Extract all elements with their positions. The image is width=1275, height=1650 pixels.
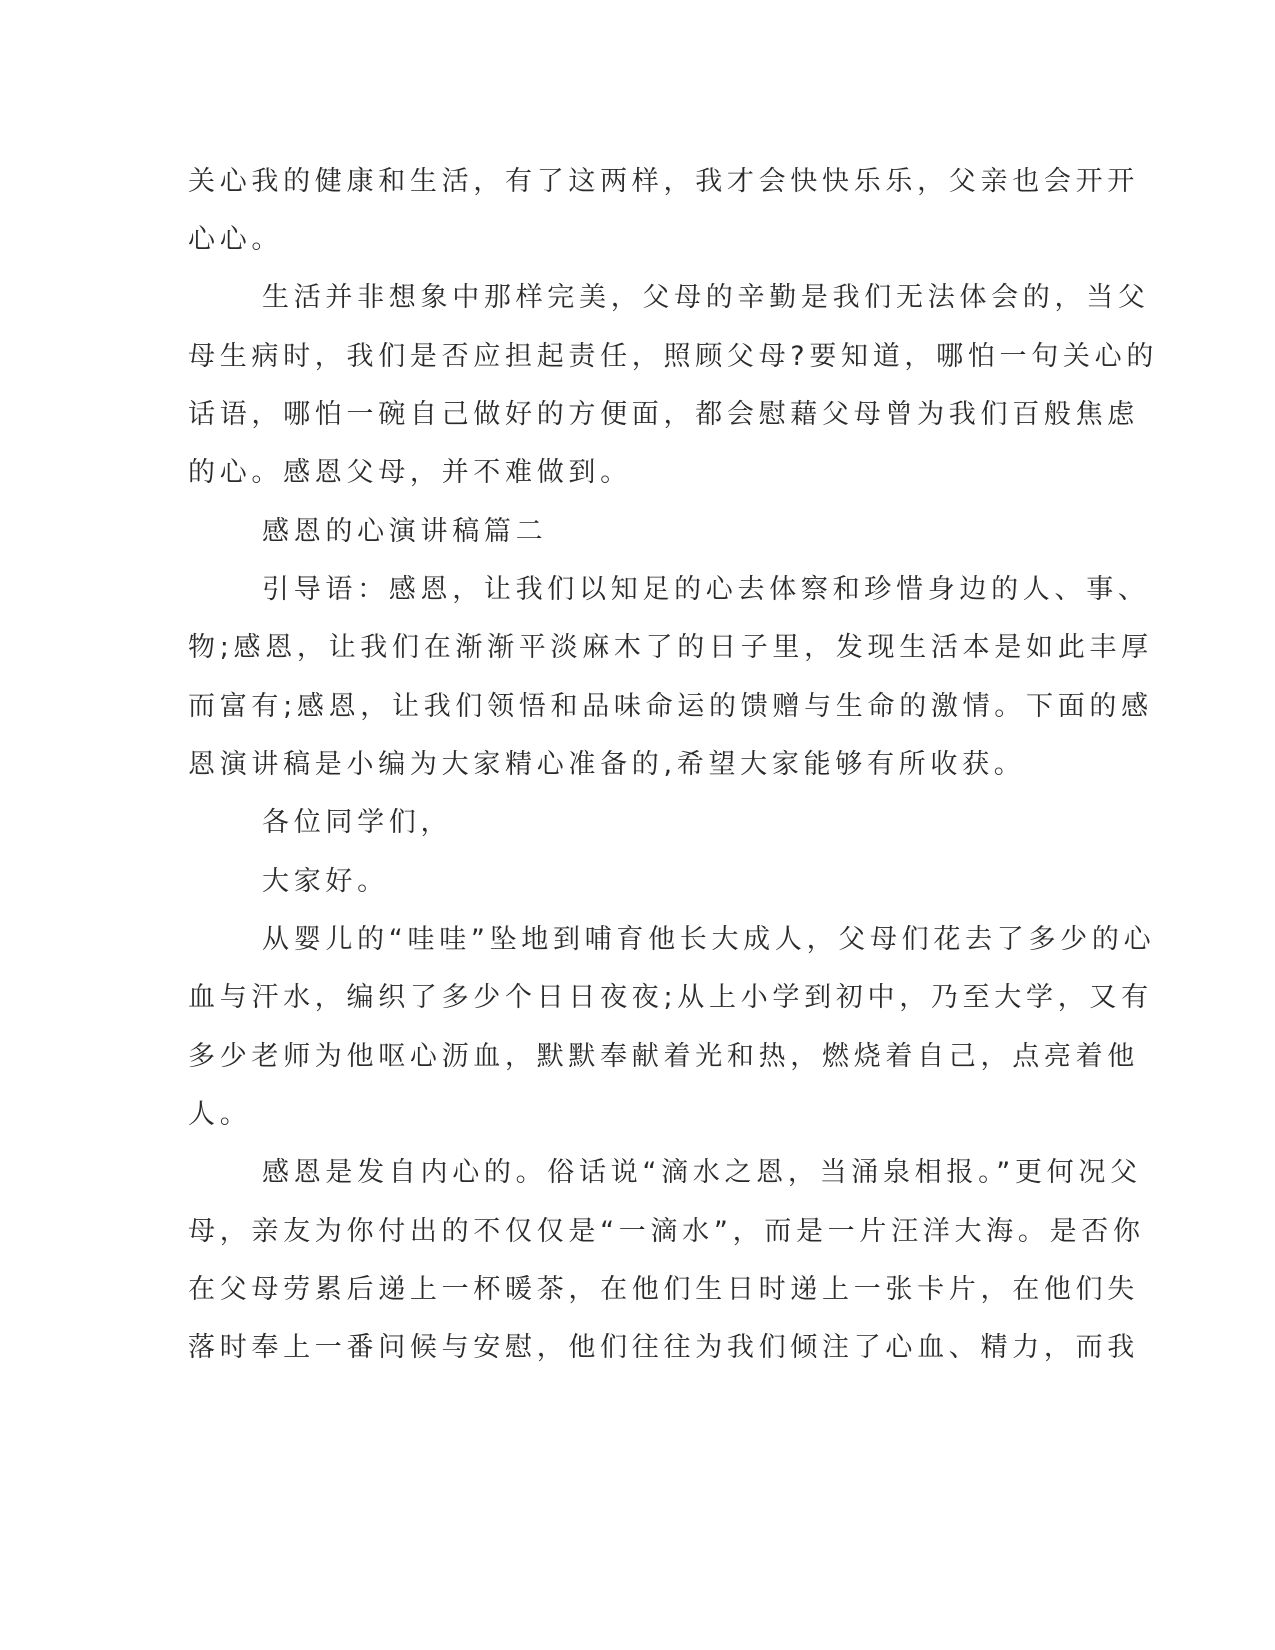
greeting-line: 大家好。 <box>262 866 389 897</box>
text-line: 在父母劳累后递上一杯暖茶，在他们生日时递上一张卡片，在他们失 <box>188 1274 1139 1305</box>
paragraph-start-line: 感恩是发自内心的。俗话说“滴水之恩，当涌泉相报。”更何况父 <box>262 1157 1142 1188</box>
text-line: 人。 <box>188 1099 252 1130</box>
text-line: 多少老师为他呕心沥血，默默奉献着光和热，燃烧着自己，点亮着他 <box>188 1041 1139 1072</box>
text-line: 而富有;感恩，让我们领悟和品味命运的馈赠与生命的激情。下面的感 <box>188 691 1153 722</box>
paragraph-start-line: 引导语：感恩，让我们以知足的心去体察和珍惜身边的人、事、 <box>262 574 1150 605</box>
salutation-line: 各位同学们， <box>262 807 453 838</box>
text-line: 恩演讲稿是小编为大家精心准备的,希望大家能够有所收获。 <box>188 749 1026 780</box>
text-line: 血与汗水，编织了多少个日日夜夜;从上小学到初中，乃至大学，又有 <box>188 982 1153 1013</box>
text-line: 物;感恩，让我们在渐渐平淡麻木了的日子里，发现生活本是如此丰厚 <box>188 632 1153 663</box>
text-line: 母，亲友为你付出的不仅仅是“一滴水”，而是一片汪洋大海。是否你 <box>188 1216 1145 1247</box>
text-line: 落时奉上一番问候与安慰，他们往往为我们倾注了心血、精力，而我 <box>188 1332 1139 1363</box>
paragraph-start-line: 从婴儿的“哇哇”坠地到哺育他长大成人，父母们花去了多少的心 <box>262 924 1156 955</box>
text-line: 心心。 <box>188 224 284 255</box>
text-line: 话语，哪怕一碗自己做好的方便面，都会慰藉父母曾为我们百般焦虑 <box>188 399 1139 430</box>
section-heading: 感恩的心演讲稿篇二 <box>262 516 548 547</box>
paragraph-start-line: 生活并非想象中那样完美，父母的辛勤是我们无法体会的，当父 <box>262 282 1150 313</box>
text-line: 母生病时，我们是否应担起责任，照顾父母?要知道，哪怕一句关心的 <box>188 341 1159 372</box>
text-line: 关心我的健康和生活，有了这两样，我才会快快乐乐，父亲也会开开 <box>188 166 1139 197</box>
text-line: 的心。感恩父母，并不难做到。 <box>188 457 632 488</box>
